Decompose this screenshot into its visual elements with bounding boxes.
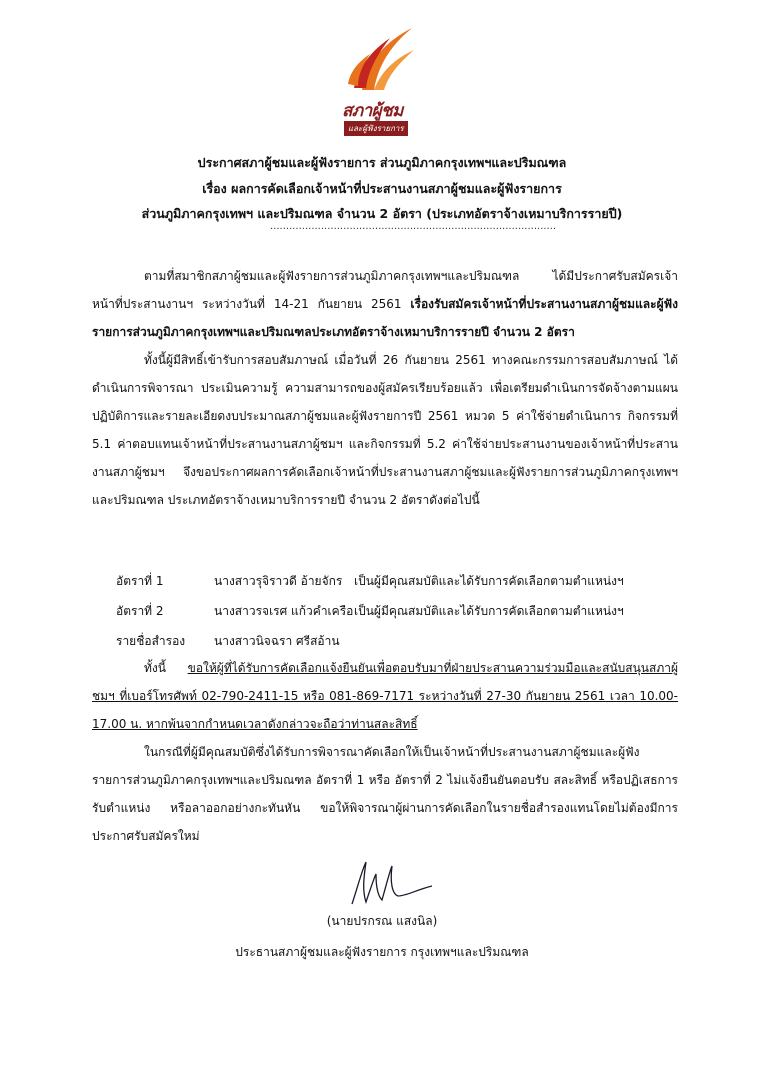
list-item xyxy=(116,566,676,596)
list-item xyxy=(116,626,676,656)
signer-title: ประธานสภาผู้ชมและผู้ฟังรายการ กรุงเทพฯและปริมณฑล xyxy=(235,945,529,959)
subject-line: เรื่อง ผลการคัดเลือกเจ้าหน้าที่ประสานงานสภาผู้ชมและผู้ฟังรายการ xyxy=(202,181,562,196)
organization-logo xyxy=(334,24,424,142)
paragraph-1-text: ตามที่สมาชิกสภาผู้ชมและผู้ฟังรายการส่วนภูมิภาคกรุงเทพฯและปริมณฑล ได้มีประกาศรับสมัครเจ้าหน้าที่ประสานงานฯ ระหว่างวันที่ 14-21 กันยายน 2561 xyxy=(92,269,678,311)
candidate-name: นางสาวนิจฉรา ศรีสอ้าน xyxy=(214,634,340,648)
logo-wordmark: สภาผู้ชม xyxy=(342,101,403,121)
paragraph-2: ทั้งนี้ผู้มีสิทธิ์เข้ารับการสอบสัมภาษณ์ เมื่อวันที่ 26 กันยายน 2561 ทางคณะกรรมการสอบสัมภาษณ์ ได้ดำเนินการพิจารณา ประเมินความรู้ ความสามารถของผู้สมัครเรียบร้อยแล้ว เพื่อเตรียมดำเนินการจัดจ้างตามแผนปฏิบัติการและรายละเอียดงบประมาณสภาผู้ชมและผู้ฟังรายการปี 2561 หมวด 5 ค่าใช้จ่ายดำเนินการ กิจกรรมที่ 5.1 ค่าตอบแทนเจ้าหน้าที่ประสานงานสภาผู้ชมฯ และกิจกรรมที่ 5.2 ค่าใช้จ่ายประสานงานของเจ้าหน้าที่ประสานงานสภาผู้ชมฯ จึงขอประกาศผลการคัดเลือกเจ้าหน้าที่ประสานงานสภาผู้ชมและผู้ฟังรายการส่วนภูมิภาคกรุงเทพฯและปริมณฑล ประเภทอัตราจ้างเหมาบริการรายปี จำนวน 2 อัตราดังต่อไปนี้ xyxy=(92,353,678,507)
subject-line-2: ส่วนภูมิภาคกรุงเทพฯ และปริมณฑล จำนวน 2 อัตรา (ประเภทอัตราจ้างเหมาบริการรายปี) xyxy=(141,206,623,221)
position-label: รายชื่อสำรอง xyxy=(116,634,186,648)
candidate-name: นางสาวรุจิราวดี อ้ายจักร xyxy=(214,574,343,588)
body-section-2 xyxy=(92,654,678,850)
results-list xyxy=(116,566,676,656)
signature-icon xyxy=(340,856,440,910)
separator: .......................................................................................... xyxy=(270,221,557,232)
candidate-status: เป็นผู้มีคุณสมบัติและได้รับการคัดเลือกตามตำแหน่งฯ xyxy=(354,604,624,618)
list-item xyxy=(116,596,676,626)
flame-logo-icon xyxy=(344,24,416,94)
position-label: อัตราที่ 2 xyxy=(116,604,164,618)
paragraph-1-bold: เรื่องรับสมัครเจ้าหน้าที่ประสานงานสภาผู้ชมและผู้ฟังรายการส่วนภูมิภาคกรุงเทพฯและปริมณฑลประเภทอัตราจ้างเหมาบริการรายปี จำนวน 2 อัตรา xyxy=(92,297,678,339)
announcement-title: ประกาศสภาผู้ชมและผู้ฟังรายการ ส่วนภูมิภาคกรุงเทพฯและปริมณฑล xyxy=(197,155,567,170)
signer-name: (นายปรกรณ แสงนิล) xyxy=(326,914,438,928)
signature xyxy=(340,856,440,910)
position-label: อัตราที่ 1 xyxy=(116,574,164,588)
paragraph-1 xyxy=(92,262,678,346)
candidate-status: เป็นผู้มีคุณสมบัติและได้รับการคัดเลือกตามตำแหน่งฯ xyxy=(354,574,624,588)
paragraph-4: ในกรณีที่ผู้มีคุณสมบัติซึ่งได้รับการพิจารณาคัดเลือกให้เป็นเจ้าหน้าที่ประสานงานสภาผู้ชมและผู้ฟังรายการส่วนภูมิภาคกรุงเทพฯและปริมณฑล อัตราที่ 1 หรือ อัตราที่ 2 ไม่แจ้งยืนยันตอบรับ สละสิทธิ์ หรือปฏิเสธการรับตำแหน่ง หรือลาออกอย่างกะทันหัน ขอให้พิจารณาผู้ผ่านการคัดเลือกในรายชื่อสำรองแทนโดยไม่ต้องมีการประกาศรับสมัครใหม่ xyxy=(92,745,678,843)
paragraph-3-lead: ทั้งนี้ xyxy=(144,661,188,675)
paragraph-3 xyxy=(92,654,678,738)
candidate-name: นางสาวรจเรศ แก้วคำเครือ xyxy=(214,604,354,618)
body-section-1 xyxy=(92,262,678,514)
paragraph-3-underlined: ขอให้ผู้ที่ได้รับการคัดเลือกแจ้งยืนยันเพื่อตอบรับมาที่ฝ่ายประสานความร่วมมือและสนับสนุนสภาผู้ชมฯ ที่เบอร์โทรศัพท์ 02-790-2411-15 หรือ 081-869-7171 ระหว่างวันที่ 27-30 กันยายน 2561 เวลา 10.00-17.00 น. หากพ้นจากกำหนดเวลาดังกล่าวจะถือว่าท่านสละสิทธิ์ xyxy=(92,661,678,731)
logo-subtitle: และผู้ฟังรายการ xyxy=(344,121,408,136)
